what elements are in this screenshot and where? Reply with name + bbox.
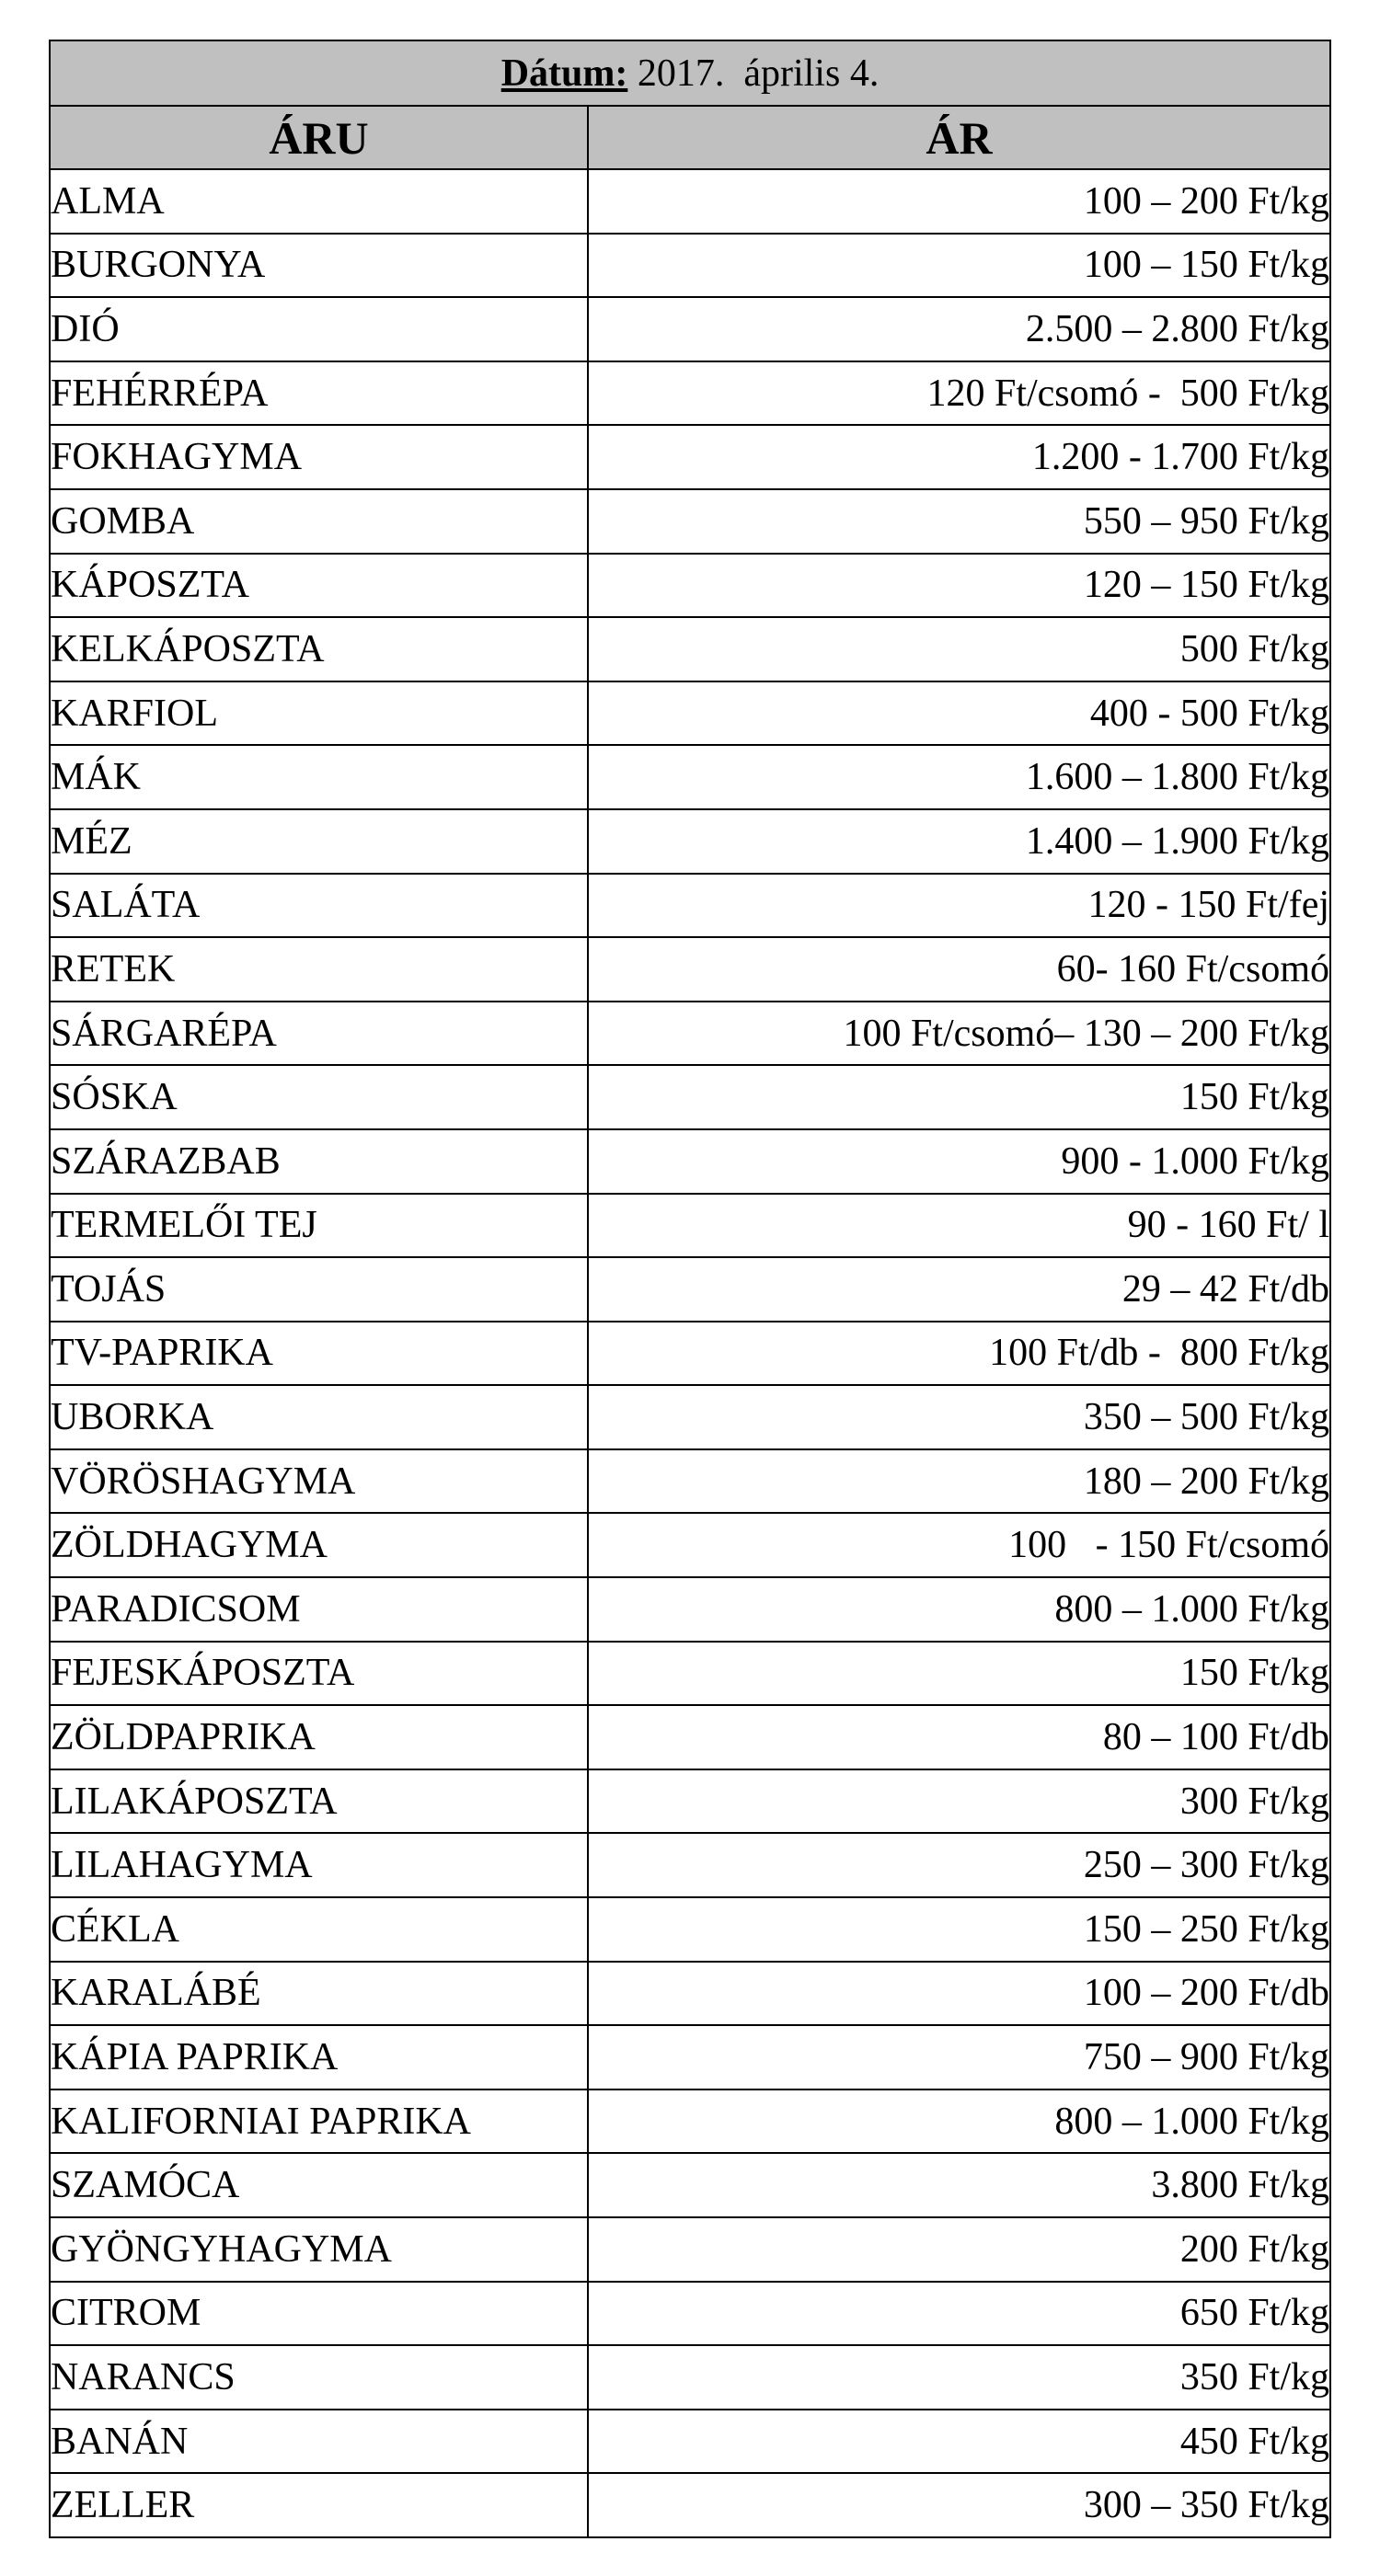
table-row [50, 1129, 1330, 1194]
header-price: ÁR [588, 106, 1330, 169]
item-name: GOMBA [50, 489, 588, 554]
table-row [50, 1257, 1330, 1322]
item-price: 350 Ft/kg [588, 2345, 1330, 2410]
item-price: 300 Ft/kg [588, 1769, 1330, 1834]
item-price: 120 - 150 Ft/fej [588, 874, 1330, 938]
table-row [50, 937, 1330, 1002]
item-name: VÖRÖSHAGYMA [50, 1449, 588, 1514]
item-price: 250 – 300 Ft/kg [588, 1833, 1330, 1897]
date-value: 2017. április 4. [627, 52, 880, 95]
item-name: SZAMÓCA [50, 2153, 588, 2217]
item-name: KARFIOL [50, 681, 588, 746]
item-price: 150 – 250 Ft/kg [588, 1897, 1330, 1962]
table-row [50, 809, 1330, 874]
item-price: 1.600 – 1.800 Ft/kg [588, 745, 1330, 809]
price-table [49, 40, 1331, 2538]
item-name: MÁK [50, 745, 588, 809]
item-price: 100 Ft/csomó– 130 – 200 Ft/kg [588, 1002, 1330, 1066]
item-price: 500 Ft/kg [588, 617, 1330, 681]
item-name: FEJESKÁPOSZTA [50, 1642, 588, 1706]
table-row [50, 2282, 1330, 2346]
item-name: KALIFORNIAI PAPRIKA [50, 2089, 588, 2154]
item-name: ZÖLDPAPRIKA [50, 1705, 588, 1769]
table-row [50, 489, 1330, 554]
item-price: 180 – 200 Ft/kg [588, 1449, 1330, 1514]
item-name: MÉZ [50, 809, 588, 874]
item-price: 80 – 100 Ft/db [588, 1705, 1330, 1769]
table-row [50, 1385, 1330, 1449]
item-name: TV-PAPRIKA [50, 1322, 588, 1386]
item-name: ZÖLDHAGYMA [50, 1513, 588, 1577]
table-row [50, 681, 1330, 746]
table-row [50, 297, 1330, 361]
item-name: PARADICSOM [50, 1577, 588, 1642]
item-name: CITROM [50, 2282, 588, 2346]
item-name: KARALÁBÉ [50, 1962, 588, 2026]
table-row [50, 2025, 1330, 2089]
item-name: RETEK [50, 937, 588, 1002]
table-row [50, 2153, 1330, 2217]
item-price: 200 Ft/kg [588, 2217, 1330, 2282]
item-name: FOKHAGYMA [50, 425, 588, 489]
table-row [50, 234, 1330, 298]
item-name: ALMA [50, 169, 588, 234]
table-row [50, 1897, 1330, 1962]
item-name: CÉKLA [50, 1897, 588, 1962]
date-row [50, 40, 1330, 106]
item-name: TERMELŐI TEJ [50, 1194, 588, 1258]
date-label: Dátum: [500, 52, 628, 95]
header-item: ÁRU [50, 106, 588, 169]
item-name: BANÁN [50, 2410, 588, 2474]
item-name: KELKÁPOSZTA [50, 617, 588, 681]
item-price: 100 Ft/db - 800 Ft/kg [588, 1322, 1330, 1386]
item-name: UBORKA [50, 1385, 588, 1449]
item-name: LILAKÁPOSZTA [50, 1769, 588, 1834]
item-price: 1.400 – 1.900 Ft/kg [588, 809, 1330, 874]
item-price: 29 – 42 Ft/db [588, 1257, 1330, 1322]
item-name: SALÁTA [50, 874, 588, 938]
item-price: 300 – 350 Ft/kg [588, 2473, 1330, 2537]
table-row [50, 874, 1330, 938]
date-cell [50, 40, 1330, 106]
table-row [50, 2089, 1330, 2154]
item-name: FEHÉRRÉPA [50, 361, 588, 426]
table-row [50, 2473, 1330, 2537]
table-row [50, 1449, 1330, 1514]
item-name: NARANCS [50, 2345, 588, 2410]
item-price: 650 Ft/kg [588, 2282, 1330, 2346]
table-row [50, 1705, 1330, 1769]
table-row [50, 1002, 1330, 1066]
table-row [50, 745, 1330, 809]
table-row [50, 361, 1330, 426]
item-price: 120 Ft/csomó - 500 Ft/kg [588, 361, 1330, 426]
item-price: 450 Ft/kg [588, 2410, 1330, 2474]
item-price: 800 – 1.000 Ft/kg [588, 2089, 1330, 2154]
item-name: ZELLER [50, 2473, 588, 2537]
table-row [50, 2345, 1330, 2410]
table-row [50, 169, 1330, 234]
table-row [50, 1513, 1330, 1577]
item-price: 1.200 - 1.700 Ft/kg [588, 425, 1330, 489]
item-price: 100 – 200 Ft/kg [588, 169, 1330, 234]
item-price: 100 – 150 Ft/kg [588, 234, 1330, 298]
item-price: 350 – 500 Ft/kg [588, 1385, 1330, 1449]
header-row [50, 106, 1330, 169]
item-name: SÁRGARÉPA [50, 1002, 588, 1066]
item-name: BURGONYA [50, 234, 588, 298]
table-row [50, 1194, 1330, 1258]
item-name: SÓSKA [50, 1065, 588, 1129]
item-price: 3.800 Ft/kg [588, 2153, 1330, 2217]
item-price: 550 – 950 Ft/kg [588, 489, 1330, 554]
table-row [50, 554, 1330, 618]
item-price: 100 – 200 Ft/db [588, 1962, 1330, 2026]
item-name: TOJÁS [50, 1257, 588, 1322]
item-price: 750 – 900 Ft/kg [588, 2025, 1330, 2089]
item-price: 120 – 150 Ft/kg [588, 554, 1330, 618]
item-price: 150 Ft/kg [588, 1642, 1330, 1706]
table-row [50, 1577, 1330, 1642]
item-price: 60- 160 Ft/csomó [588, 937, 1330, 1002]
item-price: 800 – 1.000 Ft/kg [588, 1577, 1330, 1642]
item-name: SZÁRAZBAB [50, 1129, 588, 1194]
table-row [50, 425, 1330, 489]
item-name: DIÓ [50, 297, 588, 361]
table-row [50, 1322, 1330, 1386]
table-row [50, 1065, 1330, 1129]
item-price: 150 Ft/kg [588, 1065, 1330, 1129]
item-price: 2.500 – 2.800 Ft/kg [588, 297, 1330, 361]
item-name: GYÖNGYHAGYMA [50, 2217, 588, 2282]
table-row [50, 1833, 1330, 1897]
table-row [50, 617, 1330, 681]
table-row [50, 1642, 1330, 1706]
item-price: 900 - 1.000 Ft/kg [588, 1129, 1330, 1194]
table-row [50, 1962, 1330, 2026]
item-price: 100 - 150 Ft/csomó [588, 1513, 1330, 1577]
table-row [50, 2410, 1330, 2474]
item-name: LILAHAGYMA [50, 1833, 588, 1897]
table-row [50, 1769, 1330, 1834]
item-name: KÁPIA PAPRIKA [50, 2025, 588, 2089]
item-price: 90 - 160 Ft/ l [588, 1194, 1330, 1258]
item-name: KÁPOSZTA [50, 554, 588, 618]
item-price: 400 - 500 Ft/kg [588, 681, 1330, 746]
table-row [50, 2217, 1330, 2282]
